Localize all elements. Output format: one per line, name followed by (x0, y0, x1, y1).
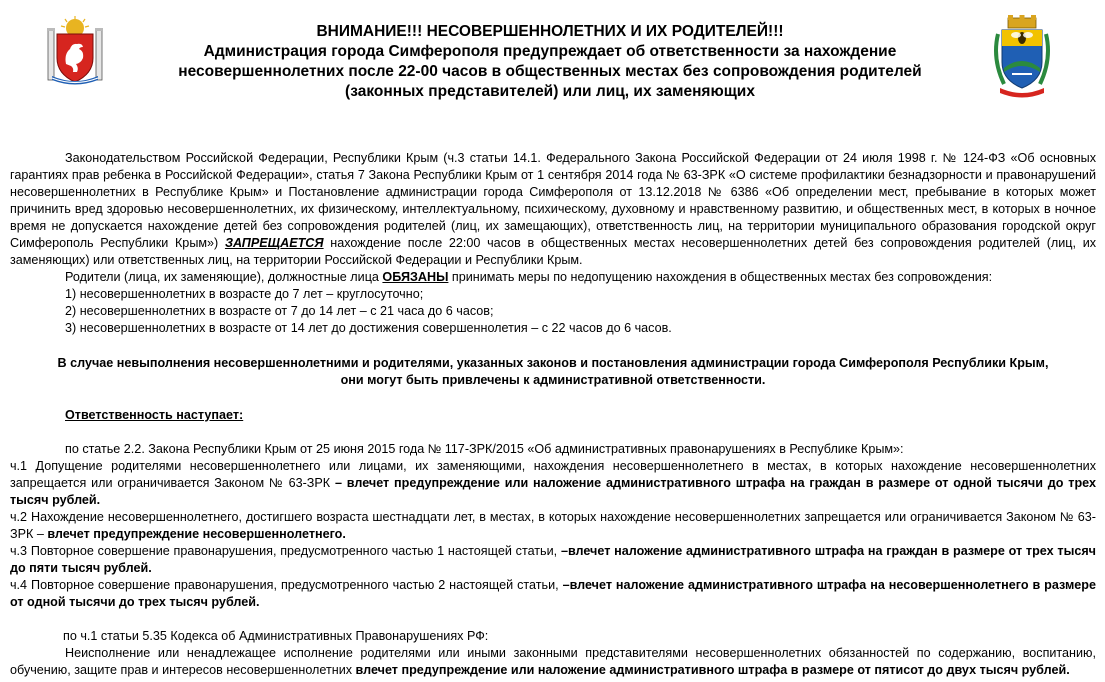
koap-text: Неисполнение или ненадлежащее исполнение родителями или иными законными представителями несовершеннолетних обязанностей по содержанию, воспитанию, обучению, защите прав и интересов несовершеннолетних (10, 646, 1096, 677)
part-1 (10, 458, 1096, 509)
notice-subtitle-line-1: Администрация города Симферополя предупреждает об ответственности за нахождение (203, 43, 897, 60)
notice-title: ВНИМАНИЕ!!! НЕСОВЕРШЕННОЛЕТНИХ И ИХ РОДИТЕЛЕЙ!!! (316, 23, 784, 40)
duty-item: 3) несовершеннолетних в возрасте от 14 лет до достижения совершеннолетия – с 22 часов до 6 часов. (65, 321, 672, 335)
notice-body (10, 150, 1096, 679)
duty-before: Родители (лица, их заменяющие), должностные лица (65, 270, 379, 284)
responsibility-heading-paragraph (10, 407, 1096, 424)
part-4 (10, 577, 1096, 611)
part-2-text: ч.2 Нахождение несовершеннолетнего, достигшего возраста шестнадцати лет, в местах, в которых нахождение несовершеннолетних запрещается или ограничивается Законом № 63-ЗРК – (10, 510, 1096, 541)
duty-paragraph (10, 269, 1096, 286)
warning-line-1: В случае невыполнения несовершеннолетними и родителями, указанных законов и постановления администрации города Симферополя Республики Крым, (57, 356, 1049, 370)
law-reference: по статье 2.2. Закона Республики Крым от 25 июня 2015 года № 117-ЗРК/2015 «Об административных правонарушениях в Республике Крым»: (65, 442, 904, 456)
part-3 (10, 543, 1096, 577)
koap-reference: по ч.1 статьи 5.35 Кодекса об Административных Правонарушениях РФ: (63, 629, 489, 643)
part-3-text: ч.3 Повторное совершение правонарушения, предусмотренного частью 1 настоящей статьи, (10, 544, 558, 558)
notice-subtitle-line-3: (законных представителей) или лиц, их заменяющих (345, 83, 755, 100)
part-2 (10, 509, 1096, 543)
duty-after: принимать меры по недопущению нахождения в общественных местах без сопровождения: (451, 270, 993, 284)
duty-item: 2) несовершеннолетних в возрасте от 7 до 14 лет – с 21 часа до 6 часов; (65, 304, 494, 318)
part-1-text: ч.1 Допущение родителями несовершеннолетнего или лицами, их заменяющими, нахождения несовершеннолетнего в местах, в которых нахождение несовершеннолетних запрещается или ограничивается Законом № 63-ЗРК (10, 459, 1096, 490)
part-4-text: ч.4 Повторное совершение правонарушения, предусмотренного частью 2 настоящей статьи, (10, 578, 559, 592)
intro-text: Законодательством Российской Федерации, Республики Крым (ч.3 статьи 14.1. Федерального Закона Российской Федерации от 24 июля 1998 г. № 124-ФЗ «Об основных гарантиях прав ребенка в Российской Федерации», статья 7 Закона Республики Крым от 1 сентября 2014 года № 63-ЗРК «О системе профилактики безнадзорности и правонарушений несовершеннолетних в Республике Крым» и Постановление администрации города Симферополя от 13.12.2018 № 6386 «Об определении мест, пребывание в которых может причинить вред здоровью несовершеннолетних, их физическому, интеллектуальному, психическому, духовному и нравственному развитию, и общественных мест, в которых в ночное время не допускается нахождение детей без сопровождения родителей (лиц, их замещающих), ответственность лиц, на территории муниципального образования городской округ Симферополь Республики Крым») (10, 151, 1096, 250)
obliged-word: ОБЯЗАНЫ (382, 270, 449, 284)
intro-paragraph (10, 150, 1096, 269)
part-2-penalty: влечет предупреждение несовершеннолетнего. (47, 527, 346, 541)
part-4-penalty: –влечет наложение административного штрафа на несовершеннолетнего в размере от одной тысячи до трех тысяч рублей. (10, 578, 1096, 609)
warning-line-2: они могут быть привлечены к административной ответственности. (340, 373, 766, 387)
part-3-penalty: –влечет наложение административного штрафа на граждан в размере от трех тысяч до пяти тысяч рублей. (10, 544, 1096, 575)
koap-penalty: влечет предупреждение или наложение административного штрафа в размере от пятисот до двух тысяч рублей. (355, 663, 1070, 677)
forbidden-word: ЗАПРЕЩАЕТСЯ (224, 236, 324, 250)
crimea-coat-of-arms-icon (46, 16, 104, 86)
notice-subtitle-line-2: несовершеннолетних после 22-00 часов в общественных местах без сопровождения родителей (178, 63, 922, 80)
koap-paragraph (10, 645, 1096, 679)
simferopol-coat-of-arms-icon (990, 14, 1054, 98)
part-1-penalty: – влечет предупреждение или наложение административного штрафа на граждан в размере от одной тысячи до трех тысяч рублей. (10, 476, 1096, 507)
responsibility-heading: Ответственность наступает: (65, 408, 244, 422)
intro-text-after: нахождение после 22:00 часов в общественных местах несовершеннолетних детей без сопровождения родителей (лиц, их заменяющих) или ответственных лиц, на территории Российской Федерации и Республики Крым. (10, 236, 1097, 267)
duty-item: 1) несовершеннолетних в возрасте до 7 лет – круглосуточно; (65, 287, 424, 301)
notice-header (120, 22, 980, 102)
